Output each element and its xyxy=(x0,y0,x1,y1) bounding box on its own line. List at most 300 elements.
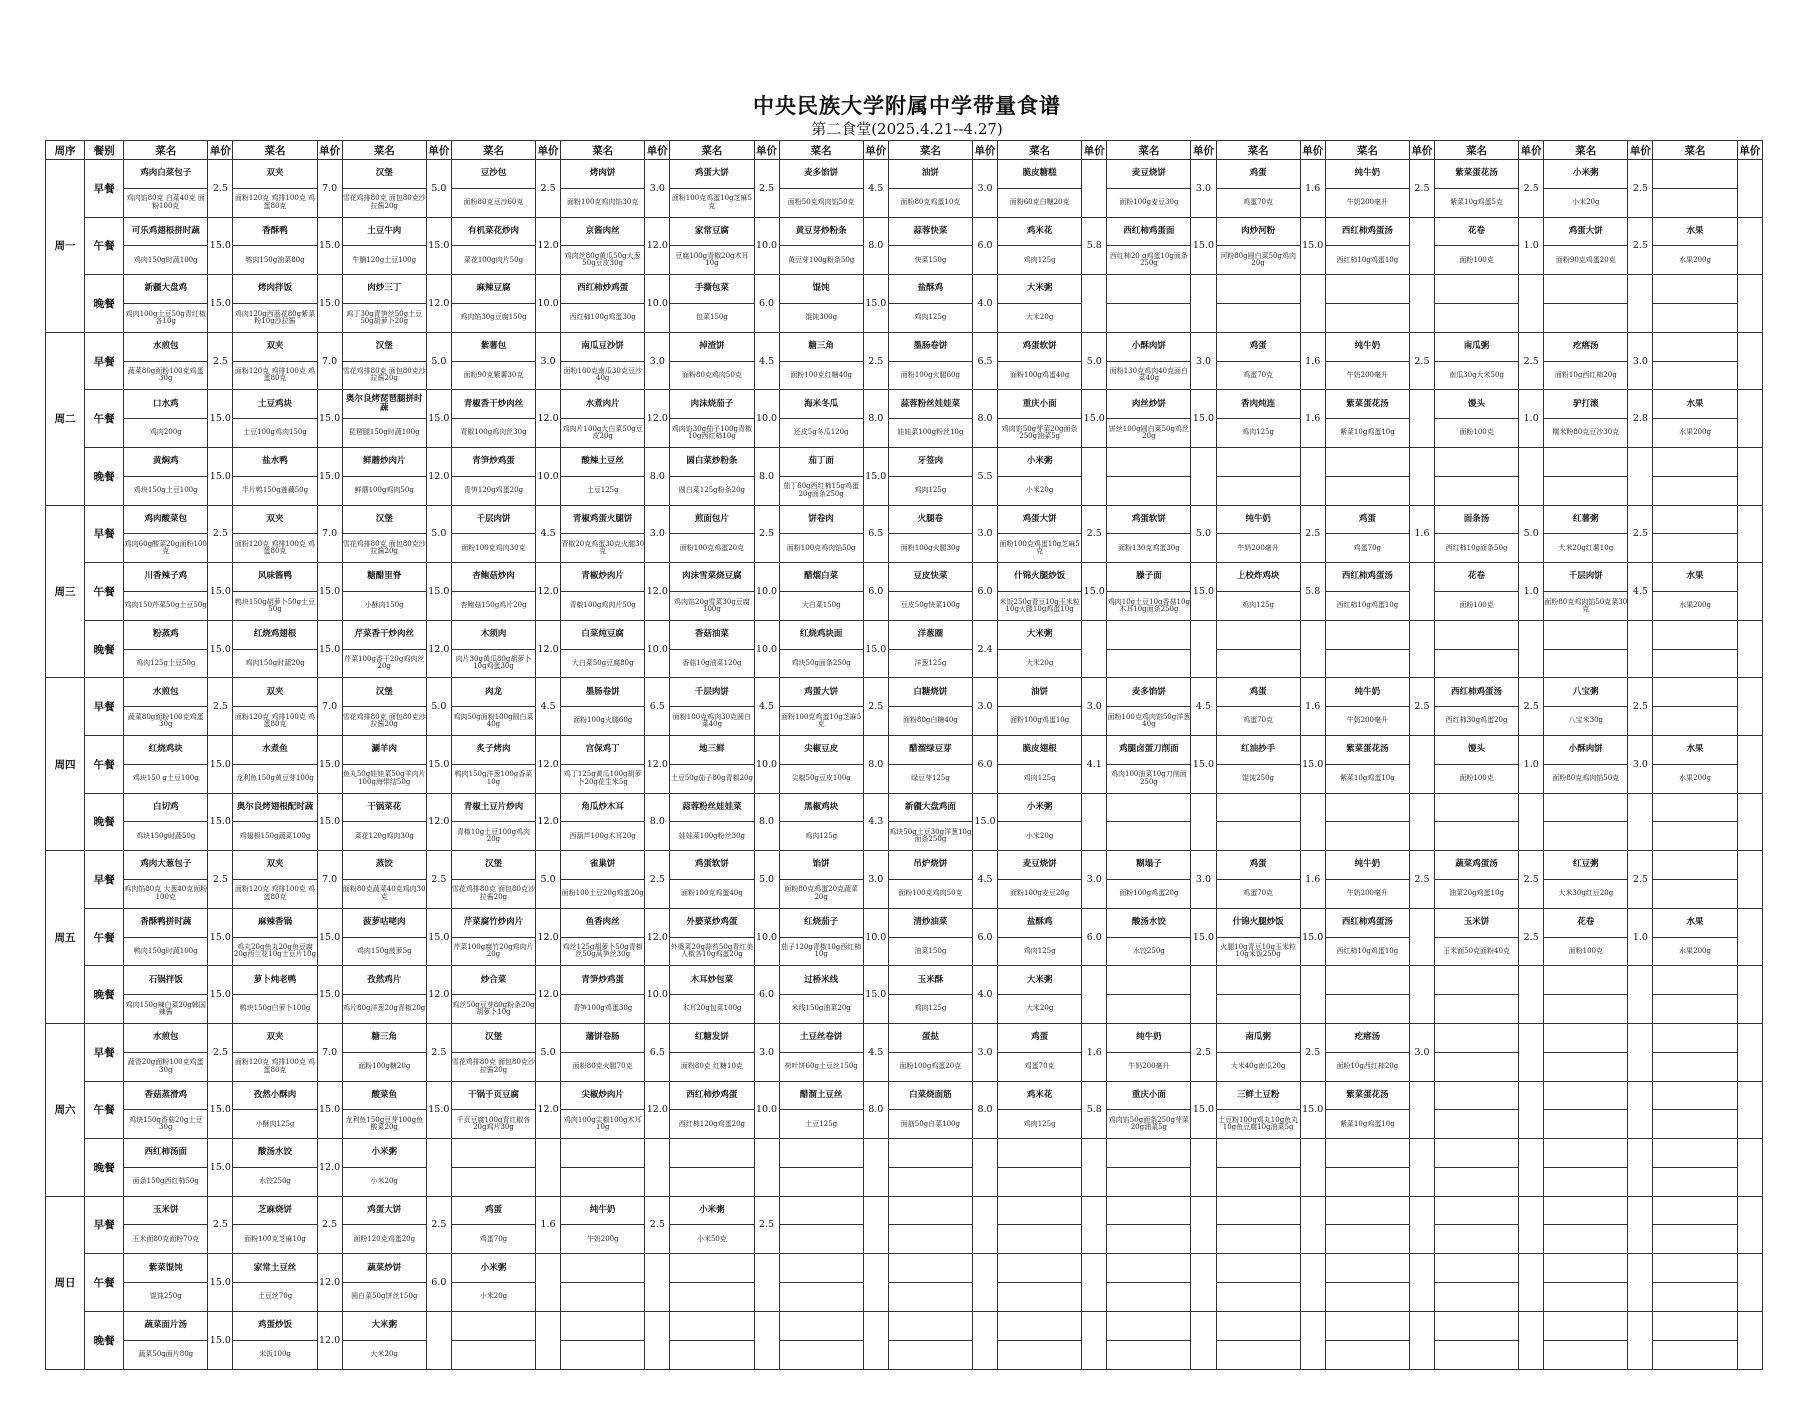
dish-ingredients-cell xyxy=(1325,1340,1409,1369)
dish-ingredients-cell xyxy=(1544,1225,1628,1254)
dish-name-cell xyxy=(1107,1139,1191,1168)
price-cell: 4.5 xyxy=(754,678,779,736)
price-cell: 5.0 xyxy=(1191,505,1216,563)
price-cell: 8.0 xyxy=(754,793,779,851)
price-cell: 1.0 xyxy=(1519,563,1544,621)
dish-name-cell xyxy=(1544,793,1628,822)
price-cell: 15.0 xyxy=(317,908,342,966)
dish-ingredients-cell xyxy=(1107,476,1191,505)
price-cell xyxy=(1300,1254,1325,1312)
dish-ingredients-cell: 西红柿10g鸡蛋10g xyxy=(1325,246,1409,275)
price-cell: 10.0 xyxy=(754,390,779,448)
price-cell: 15.0 xyxy=(208,447,233,505)
dish-name-cell: 肉炒三丁 xyxy=(342,275,426,304)
dish-name-cell: 西红柿鸡蛋汤 xyxy=(1325,217,1409,246)
dish-ingredients-cell xyxy=(888,1225,972,1254)
dish-name-cell: 馒头 xyxy=(1434,735,1518,764)
dish-name-cell: 西红柿汤面 xyxy=(124,1139,208,1168)
price-cell xyxy=(754,1254,779,1312)
price-cell: 2.5 xyxy=(208,1196,233,1254)
dish-ingredients-cell: 面粉100克 xyxy=(1544,937,1628,966)
price-cell: 3.0 xyxy=(536,332,561,390)
price-cell: 15.0 xyxy=(208,966,233,1024)
header-row xyxy=(46,141,1763,160)
price-cell: 10.0 xyxy=(754,735,779,793)
dish-name-cell xyxy=(1653,793,1737,822)
meal-row-detail xyxy=(46,879,1763,908)
dish-ingredients-cell xyxy=(561,1283,645,1312)
dish-ingredients-cell: 面粉100克鸡肉50克 xyxy=(888,879,972,908)
dish-name-cell xyxy=(1434,1023,1518,1052)
meal-type-cell: 早餐 xyxy=(85,160,124,218)
dish-ingredients-cell: 玉米面50克面粉40克 xyxy=(1434,937,1518,966)
dish-ingredients-cell: 面粉100克 xyxy=(1434,419,1518,448)
dish-ingredients-cell: 小米50克 xyxy=(670,1225,754,1254)
dish-ingredients-cell: 鸡肉馅30g茄子100g青椒10g西红柿10g xyxy=(670,419,754,448)
meal-row-detail xyxy=(46,476,1763,505)
price-cell: 5.5 xyxy=(972,447,997,505)
dish-ingredients-cell: 雪花鸡排80克 面包80克沙拉酱20g xyxy=(451,1052,535,1081)
dish-name-cell: 鸡肉大葱包子 xyxy=(124,851,208,880)
meal-row xyxy=(46,505,1763,534)
dish-name-cell: 疙瘩汤 xyxy=(1544,332,1628,361)
dish-name-cell: 大米粥 xyxy=(998,620,1082,649)
week-day-cell: 周五 xyxy=(46,851,85,1024)
price-cell xyxy=(1519,447,1544,505)
price-cell: 5.8 xyxy=(1082,217,1107,275)
dish-ingredients-cell: 面粉100g糖20g xyxy=(342,1052,426,1081)
dish-name-cell: 重庆小面 xyxy=(1107,1081,1191,1110)
meal-row-detail xyxy=(46,937,1763,966)
price-cell: 6.0 xyxy=(972,217,997,275)
header-dish: 菜名 xyxy=(779,141,863,160)
dish-name-cell: 墨肠卷饼 xyxy=(888,332,972,361)
meal-row xyxy=(46,275,1763,304)
dish-name-cell: 干锅千页豆腐 xyxy=(451,1081,535,1110)
dish-ingredients-cell xyxy=(1216,822,1300,851)
dish-ingredients-cell xyxy=(1653,1167,1737,1196)
dish-ingredients-cell: 面粉80克鸡蛋10克 xyxy=(888,188,972,217)
price-cell xyxy=(1082,275,1107,333)
price-cell: 2.8 xyxy=(1628,390,1653,448)
dish-name-cell: 地三鲜 xyxy=(670,735,754,764)
price-cell xyxy=(1409,1196,1434,1254)
price-cell: 12.0 xyxy=(645,390,670,448)
meal-row-detail xyxy=(46,764,1763,793)
dish-name-cell: 汉堡 xyxy=(342,505,426,534)
price-cell xyxy=(1737,851,1762,909)
meal-type-cell: 早餐 xyxy=(85,505,124,563)
dish-ingredients-cell: 大米20g xyxy=(342,1340,426,1369)
price-cell: 4.5 xyxy=(972,851,997,909)
dish-ingredients-cell: 雪花鸡排80克 面包80克沙拉酱20g xyxy=(451,879,535,908)
price-cell: 4.5 xyxy=(1628,563,1653,621)
dish-ingredients-cell: 紫菜10g鸡蛋10g xyxy=(1325,1110,1409,1139)
price-cell: 12.0 xyxy=(536,908,561,966)
price-cell: 15.0 xyxy=(426,390,451,448)
dish-name-cell: 醋溜绿豆芽 xyxy=(888,735,972,764)
dish-ingredients-cell: 面粉100土豆20g鸡蛋20g xyxy=(561,879,645,908)
header-dish: 菜名 xyxy=(233,141,317,160)
dish-name-cell: 南瓜豆沙饼 xyxy=(561,332,645,361)
dish-ingredients-cell: 鸡蛋70克 xyxy=(998,1052,1082,1081)
dish-ingredients-cell: 牛奶200毫升 xyxy=(1325,188,1409,217)
dish-ingredients-cell: 面粉80克火腿70克 xyxy=(561,1052,645,1081)
dish-name-cell: 洋葱圈 xyxy=(888,620,972,649)
dish-ingredients-cell: 面粉120克 鸡排100克 鸡蛋80克 xyxy=(233,534,317,563)
dish-name-cell xyxy=(1653,332,1737,361)
dish-ingredients-cell xyxy=(1434,1052,1518,1081)
dish-ingredients-cell: 西红柿120g鸡蛋20g xyxy=(670,1110,754,1139)
dish-name-cell: 水果 xyxy=(1653,563,1737,592)
dish-ingredients-cell: 馄饨250g xyxy=(1216,764,1300,793)
dish-name-cell: 烤肉饼 xyxy=(561,160,645,189)
price-cell: 6.0 xyxy=(1082,908,1107,966)
dish-name-cell: 奥尔良烤翅根配时蔬 xyxy=(233,793,317,822)
dish-name-cell: 红烧鸡翅根 xyxy=(233,620,317,649)
dish-name-cell xyxy=(1653,275,1737,304)
dish-name-cell: 双夹 xyxy=(233,678,317,707)
dish-ingredients-cell: 小米20g xyxy=(451,1283,535,1312)
dish-ingredients-cell xyxy=(1544,303,1628,332)
price-cell: 4.0 xyxy=(972,966,997,1024)
price-cell xyxy=(1409,1311,1434,1369)
dish-ingredients-cell: 米线150g油菜20g xyxy=(779,995,863,1024)
price-cell xyxy=(1737,275,1762,333)
dish-name-cell: 杏鲍菇炒肉 xyxy=(451,563,535,592)
price-cell xyxy=(1191,1139,1216,1197)
meal-row-detail xyxy=(46,188,1763,217)
dish-name-cell: 雀巢饼 xyxy=(561,851,645,880)
dish-ingredients-cell: 半片鸭150g莲藕50g xyxy=(233,476,317,505)
price-cell xyxy=(1737,678,1762,736)
price-cell: 2.5 xyxy=(1409,160,1434,218)
price-cell: 15.0 xyxy=(317,275,342,333)
dish-name-cell: 奥尔良烤琵琶腿拼时蔬 xyxy=(342,390,426,419)
dish-name-cell: 土豆牛肉 xyxy=(342,217,426,246)
price-cell: 4.5 xyxy=(1191,678,1216,736)
dish-name-cell: 汉堡 xyxy=(342,160,426,189)
dish-name-cell: 麻辣香锅 xyxy=(233,908,317,937)
dish-name-cell: 黑椒鸡块 xyxy=(779,793,863,822)
dish-name-cell: 麦豆烧饼 xyxy=(1107,160,1191,189)
dish-name-cell xyxy=(451,1139,535,1168)
dish-name-cell: 炙子烤肉 xyxy=(451,735,535,764)
price-cell: 8.0 xyxy=(863,390,888,448)
dish-name-cell: 小米粥 xyxy=(998,793,1082,822)
dish-ingredients-cell: 小米20g xyxy=(998,476,1082,505)
dish-ingredients-cell: 土豆粉100g鸡丸10g鱼丸10g鱼豆腐10g油菜5g xyxy=(1216,1110,1300,1139)
price-cell: 15.0 xyxy=(1300,735,1325,793)
price-cell: 12.0 xyxy=(645,735,670,793)
dish-ingredients-cell: 紫菜10g鸡蛋10g xyxy=(1325,419,1409,448)
price-cell: 8.0 xyxy=(863,217,888,275)
meal-type-cell: 午餐 xyxy=(85,1081,124,1139)
meal-row xyxy=(46,908,1763,937)
dish-ingredients-cell: 鸡块150 g土豆100g xyxy=(124,764,208,793)
dish-name-cell: 青椒炒肉片 xyxy=(561,563,645,592)
dish-ingredients-cell: 面粉100克 xyxy=(1434,764,1518,793)
dish-name-cell xyxy=(1107,447,1191,476)
dish-ingredients-cell: 面粉100克 xyxy=(1434,591,1518,620)
dish-name-cell: 肉炒河粉 xyxy=(1216,217,1300,246)
dish-ingredients-cell: 面粉100克鸡肉馅50g洋葱40g xyxy=(1107,707,1191,736)
dish-ingredients-cell: 鸡肉片100g大白菜50g豆皮20g xyxy=(561,419,645,448)
dish-ingredients-cell: 鸡肉125g xyxy=(888,303,972,332)
dish-ingredients-cell: 面粉100g麦豆30g xyxy=(1107,188,1191,217)
dish-ingredients-cell xyxy=(670,1167,754,1196)
dish-ingredients-cell: 面粉10g西红柿20g xyxy=(1544,361,1628,390)
dish-name-cell: 家常豆腐 xyxy=(670,217,754,246)
meal-row-detail xyxy=(46,1340,1763,1369)
price-cell: 3.0 xyxy=(1191,332,1216,390)
dish-ingredients-cell xyxy=(1653,879,1737,908)
dish-name-cell xyxy=(1216,966,1300,995)
dish-name-cell xyxy=(1434,1196,1518,1225)
price-cell: 3.0 xyxy=(1628,735,1653,793)
price-cell xyxy=(972,1196,997,1254)
price-cell xyxy=(972,1311,997,1369)
dish-name-cell: 上校炸鸡块 xyxy=(1216,563,1300,592)
price-cell: 15.0 xyxy=(317,217,342,275)
dish-ingredients-cell xyxy=(1107,1225,1191,1254)
dish-ingredients-cell: 面粉80克鸡蛋20克蔬菜20g xyxy=(779,879,863,908)
price-cell xyxy=(1191,1254,1216,1312)
dish-name-cell: 糖三角 xyxy=(342,1023,426,1052)
dish-ingredients-cell: 水果200g xyxy=(1653,591,1737,620)
dish-name-cell xyxy=(1325,1311,1409,1340)
dish-ingredients-cell: 面粉100克鸡蛋20克 xyxy=(670,534,754,563)
dish-ingredients-cell: 鸡蛋70g xyxy=(451,1225,535,1254)
dish-ingredients-cell: 面粉80克鸡肉馅50克菜30克 xyxy=(1544,591,1628,620)
dish-name-cell xyxy=(998,1139,1082,1168)
price-cell: 7.0 xyxy=(317,332,342,390)
dish-ingredients-cell: 鸡肉100油菜10g刀削面250g xyxy=(1107,764,1191,793)
dish-ingredients-cell: 鸡丁30g青笋丝50g土豆50g胡萝卜20g xyxy=(342,303,426,332)
price-cell xyxy=(972,1139,997,1197)
dish-ingredients-cell: 面条150g西红柿50g xyxy=(124,1167,208,1196)
dish-ingredients-cell: 千页豆腐100g青红椒各20g鸡片30g xyxy=(451,1110,535,1139)
price-cell xyxy=(1191,447,1216,505)
dish-name-cell: 土豆丝卷饼 xyxy=(779,1023,863,1052)
price-cell: 10.0 xyxy=(754,1081,779,1139)
dish-name-cell: 新疆大盘鸡 xyxy=(124,275,208,304)
dish-ingredients-cell: 青椒10g土豆100g鸡肉20g xyxy=(451,822,535,851)
dish-name-cell: 芝麻烧饼 xyxy=(233,1196,317,1225)
dish-name-cell: 烤肉拌饭 xyxy=(233,275,317,304)
dish-name-cell: 芹菜腐竹炒肉片 xyxy=(451,908,535,937)
dish-name-cell: 小酥肉饼 xyxy=(1544,735,1628,764)
dish-ingredients-cell: 圆白菜125g粉条20g xyxy=(670,476,754,505)
dish-ingredients-cell: 面粉100克鸡蛋10g芝麻5克 xyxy=(670,188,754,217)
dish-ingredients-cell: 绿豆芽125g xyxy=(888,764,972,793)
header-dish: 菜名 xyxy=(124,141,208,160)
meal-type-cell: 早餐 xyxy=(85,851,124,909)
price-cell xyxy=(1191,1311,1216,1369)
dish-name-cell: 圆白菜炒粉条 xyxy=(670,447,754,476)
dish-ingredients-cell: 茄子120g青椒10g西红柿10g xyxy=(779,937,863,966)
dish-ingredients-cell: 青笋100g鸡蛋30g xyxy=(561,995,645,1024)
dish-ingredients-cell: 雪花鸡排80克 面包80克沙拉酱20g xyxy=(342,707,426,736)
dish-name-cell: 什锦火腿炒饭 xyxy=(998,563,1082,592)
dish-ingredients-cell: 芹菜100g腐竹20g鸡肉片20g xyxy=(451,937,535,966)
dish-ingredients-cell: 西红柿30g鸡蛋20g xyxy=(1434,707,1518,736)
price-cell: 4.3 xyxy=(863,793,888,851)
price-cell: 15.0 xyxy=(317,563,342,621)
dish-ingredients-cell: 鸡肉125g xyxy=(998,246,1082,275)
dish-ingredients-cell: 大白菜150g xyxy=(779,591,863,620)
price-cell xyxy=(1082,160,1107,218)
price-cell: 12.0 xyxy=(426,793,451,851)
dish-name-cell: 涮羊肉 xyxy=(342,735,426,764)
dish-name-cell: 川香辣子鸡 xyxy=(124,563,208,592)
dish-name-cell: 花卷 xyxy=(1544,908,1628,937)
price-cell: 8.0 xyxy=(972,390,997,448)
dish-name-cell xyxy=(779,1254,863,1283)
meal-type-cell: 早餐 xyxy=(85,1023,124,1081)
price-cell: 10.0 xyxy=(754,217,779,275)
price-cell: 2.5 xyxy=(863,678,888,736)
price-cell: 15.0 xyxy=(208,563,233,621)
meal-type-cell: 晚餐 xyxy=(85,447,124,505)
dish-ingredients-cell: 洋葱125g xyxy=(888,649,972,678)
dish-ingredients-cell xyxy=(1216,1283,1300,1312)
dish-ingredients-cell: 鸡肉馅80克 白菜40克 面粉100克 xyxy=(124,188,208,217)
dish-ingredients-cell: 青椒100g鸡肉片50g xyxy=(561,591,645,620)
dish-ingredients-cell: 鸡蛋70克 xyxy=(1216,879,1300,908)
dish-name-cell: 青椒鸡蛋火腿饼 xyxy=(561,505,645,534)
dish-ingredients-cell: 面粉90克紫薯30克 xyxy=(451,361,535,390)
dish-name-cell xyxy=(1653,1081,1737,1110)
dish-ingredients-cell: 水饺250g xyxy=(1107,937,1191,966)
price-cell xyxy=(1737,735,1762,793)
dish-ingredients-cell xyxy=(888,1167,972,1196)
price-cell: 1.0 xyxy=(1519,217,1544,275)
dish-name-cell xyxy=(1216,275,1300,304)
price-cell xyxy=(1737,217,1762,275)
price-cell xyxy=(1628,1311,1653,1369)
dish-name-cell xyxy=(1653,505,1737,534)
dish-ingredients-cell xyxy=(1107,303,1191,332)
dish-ingredients-cell xyxy=(888,1340,972,1369)
dish-ingredients-cell: 面粉100克鸡蛋40g xyxy=(670,879,754,908)
price-cell: 5.0 xyxy=(536,1023,561,1081)
price-cell: 12.0 xyxy=(317,1254,342,1312)
dish-name-cell xyxy=(1107,620,1191,649)
dish-name-cell: 鸡蛋软饼 xyxy=(1107,505,1191,534)
dish-name-cell: 糖三角 xyxy=(779,332,863,361)
dish-ingredients-cell: 油菜150g xyxy=(888,937,972,966)
price-cell: 2.5 xyxy=(536,160,561,218)
price-cell: 2.5 xyxy=(863,332,888,390)
dish-ingredients-cell: 面粉120克 鸡排100克 鸡蛋80克 xyxy=(233,188,317,217)
dish-ingredients-cell: 木耳20g包菜100g xyxy=(670,995,754,1024)
price-cell: 7.0 xyxy=(317,505,342,563)
dish-name-cell xyxy=(998,1196,1082,1225)
price-cell xyxy=(645,1139,670,1197)
price-cell xyxy=(645,1254,670,1312)
dish-ingredients-cell: 面粉100g火腿60g xyxy=(888,361,972,390)
dish-ingredients-cell xyxy=(1653,1052,1737,1081)
dish-ingredients-cell xyxy=(1544,1110,1628,1139)
price-cell: 1.0 xyxy=(1519,735,1544,793)
meal-row-detail xyxy=(46,707,1763,736)
dish-name-cell: 鸡蛋大饼 xyxy=(342,1196,426,1225)
dish-name-cell: 豆皮快菜 xyxy=(888,563,972,592)
dish-name-cell: 家常土豆丝 xyxy=(233,1254,317,1283)
price-cell: 10.0 xyxy=(645,275,670,333)
dish-ingredients-cell: 鸡肉125g xyxy=(779,822,863,851)
meal-type-cell: 晚餐 xyxy=(85,1311,124,1369)
price-cell xyxy=(1300,1196,1325,1254)
dish-ingredients-cell: 面粉100克红糖40g xyxy=(779,361,863,390)
dish-ingredients-cell: 鸡肉馅50g芽菜20g面条250g油菜5g xyxy=(998,419,1082,448)
dish-ingredients-cell xyxy=(1653,1225,1737,1254)
meal-row xyxy=(46,1023,1763,1052)
dish-name-cell: 口水鸡 xyxy=(124,390,208,419)
dish-ingredients-cell: 鸡肉125g xyxy=(1216,419,1300,448)
dish-ingredients-cell xyxy=(1107,822,1191,851)
dish-ingredients-cell xyxy=(1653,1283,1737,1312)
meal-row-detail xyxy=(46,419,1763,448)
dish-ingredients-cell: 面粉100g鸡蛋20g xyxy=(1107,879,1191,908)
price-cell: 12.0 xyxy=(317,1311,342,1369)
price-cell: 15.0 xyxy=(208,275,233,333)
dish-ingredients-cell: 面粉80克鸡肉50克 xyxy=(670,361,754,390)
dish-name-cell: 紫菜蛋花汤 xyxy=(1325,1081,1409,1110)
meal-row xyxy=(46,620,1763,649)
header-price: 单价 xyxy=(754,141,779,160)
price-cell: 2.5 xyxy=(208,1023,233,1081)
price-cell: 2.5 xyxy=(1519,332,1544,390)
price-cell: 15.0 xyxy=(863,447,888,505)
price-cell: 15.0 xyxy=(208,1311,233,1369)
dish-name-cell: 鸡蛋 xyxy=(451,1196,535,1225)
price-cell: 1.6 xyxy=(1300,160,1325,218)
dish-name-cell: 红油抄手 xyxy=(1216,735,1300,764)
dish-name-cell xyxy=(1107,275,1191,304)
dish-ingredients-cell: 小米20g xyxy=(1544,188,1628,217)
dish-ingredients-cell xyxy=(1107,995,1191,1024)
dish-name-cell xyxy=(1653,1196,1737,1225)
dish-ingredients-cell xyxy=(1653,649,1737,678)
dish-name-cell: 肉龙 xyxy=(451,678,535,707)
dish-ingredients-cell: 鸡肉馅50g面条250g芽菜20g油菜5g xyxy=(1107,1110,1191,1139)
dish-ingredients-cell: 大米40g南瓜20g xyxy=(1216,1052,1300,1081)
price-cell: 2.5 xyxy=(645,851,670,909)
price-cell: 2.5 xyxy=(1409,678,1434,736)
dish-name-cell: 纯牛奶 xyxy=(561,1196,645,1225)
dish-ingredients-cell xyxy=(1434,822,1518,851)
price-cell: 1.6 xyxy=(1409,505,1434,563)
dish-name-cell xyxy=(888,1311,972,1340)
price-cell: 12.0 xyxy=(426,447,451,505)
dish-ingredients-cell xyxy=(1653,1110,1737,1139)
dish-ingredients-cell xyxy=(1653,822,1737,851)
dish-name-cell xyxy=(670,1254,754,1283)
dish-ingredients-cell: 面粉100g火腿30g xyxy=(888,534,972,563)
dish-ingredients-cell: 龙利鱼150g黄豆芽100g xyxy=(233,764,317,793)
dish-name-cell: 香酥鸭拼时蔬 xyxy=(124,908,208,937)
dish-ingredients-cell: 糯米粉80克豆沙30克 xyxy=(1544,419,1628,448)
header-dish: 菜名 xyxy=(451,141,535,160)
dish-name-cell: 三鲜土豆粉 xyxy=(1216,1081,1300,1110)
price-cell xyxy=(1519,1139,1544,1197)
dish-ingredients-cell: 鸡肉125g xyxy=(998,1110,1082,1139)
dish-ingredients-cell: 鸭块150g胡萝卜50g土豆50g xyxy=(233,591,317,620)
header-dish: 菜名 xyxy=(1325,141,1409,160)
price-cell: 2.5 xyxy=(645,1196,670,1254)
